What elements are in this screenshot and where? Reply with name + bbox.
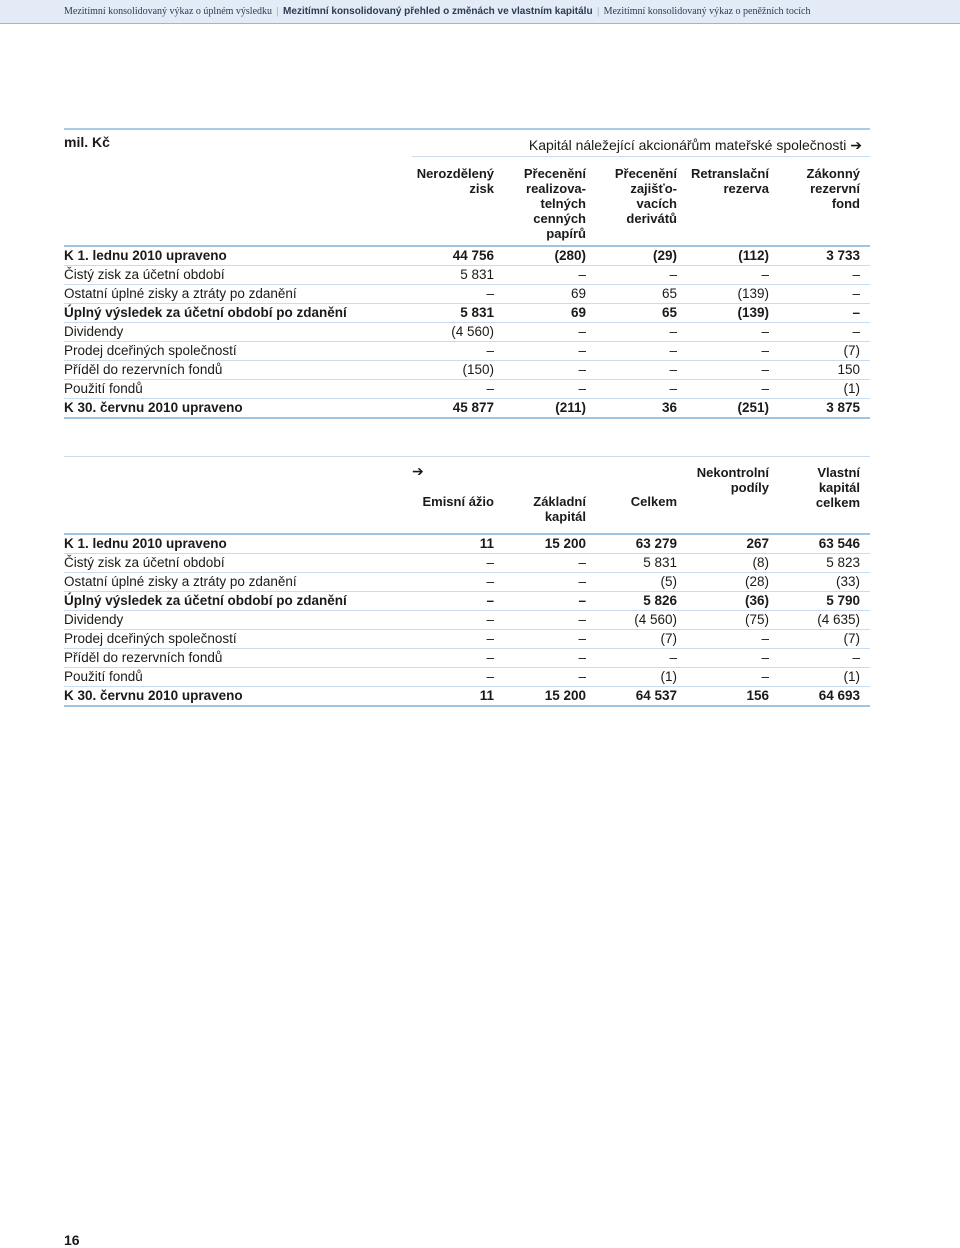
table-cell: – (852, 650, 860, 665)
table-cell: – (578, 555, 586, 570)
table-cell: 44 756 (452, 248, 494, 263)
table-cell: – (761, 381, 769, 396)
row-label: Příděl do rezervních fondů (64, 362, 223, 377)
equity-table-part-1 (64, 128, 870, 418)
column-header: Celkem (630, 494, 677, 509)
table-cell: 3 733 (826, 248, 860, 263)
table-cell: – (852, 324, 860, 339)
table-cell: – (761, 362, 769, 377)
table-row (64, 285, 870, 304)
column-header: Zákonný rezervní fond (806, 166, 860, 211)
table-row (64, 380, 870, 399)
table-cell: (4 635) (817, 612, 860, 627)
table-cell: 15 200 (544, 688, 586, 703)
table-cell: – (761, 267, 769, 282)
table-row (64, 323, 870, 342)
table-cell: (5) (660, 574, 677, 589)
table-cell: (36) (744, 593, 769, 608)
table-cell: (280) (554, 248, 586, 263)
table-cell: – (761, 669, 769, 684)
table-cell: (139) (737, 286, 769, 301)
table-cell: 150 (837, 362, 860, 377)
table-cell: – (761, 631, 769, 646)
table-row (64, 554, 870, 573)
table-row (64, 533, 870, 554)
table-cell: – (486, 612, 494, 627)
row-label: Příděl do rezervních fondů (64, 650, 223, 665)
table-cell: (75) (744, 612, 769, 627)
table-cell: – (852, 267, 860, 282)
row-label: Prodej dceřiných společností (64, 343, 237, 358)
table-cell: 69 (570, 305, 586, 320)
table-cell: 69 (570, 286, 586, 301)
table-row (64, 342, 870, 361)
table-cell: – (486, 593, 494, 608)
table-cell: (112) (738, 248, 769, 263)
table-cell: – (486, 343, 494, 358)
table-cell: (1) (660, 669, 677, 684)
table-cell: 5 823 (826, 555, 860, 570)
arrow-right-icon: ➔ (412, 463, 424, 479)
table-cell: – (669, 381, 677, 396)
table-cell: 5 831 (460, 267, 494, 282)
table-cell: 63 279 (635, 536, 677, 551)
table-row (64, 668, 870, 687)
table-cell: (139) (737, 305, 769, 320)
table-cell: 156 (746, 688, 769, 703)
table-cell: (1) (843, 669, 860, 684)
table-cell: – (486, 286, 494, 301)
table-cell: – (669, 267, 677, 282)
page-number: 16 (64, 1232, 80, 1248)
row-label: Úplný výsledek za účetní období po zdanění (64, 593, 347, 608)
table-cell: 11 (479, 688, 494, 703)
table-cell: 5 790 (826, 593, 860, 608)
row-label: Dividendy (64, 324, 124, 339)
row-label: K 30. červnu 2010 upraveno (64, 400, 243, 415)
row-label: Čistý zisk za účetní období (64, 555, 225, 570)
table-cell: – (578, 343, 586, 358)
header-current-section[interactable]: Mezitímní konsolidovaný přehled o změnách ve vlastním kapitálu (283, 6, 593, 17)
column-header: Nekontrolní podíly (696, 465, 769, 495)
row-label: Čistý zisk za účetní období (64, 267, 225, 282)
group-header-label: Kapitál náležející akcionářům mateřské společnosti (528, 137, 847, 153)
column-header: Nerozdělený zisk (416, 166, 494, 196)
table-cell: (211) (555, 400, 586, 415)
table-cell: – (578, 381, 586, 396)
row-label: Ostatní úplné zisky a ztráty po zdanění (64, 574, 297, 589)
table-cell: – (578, 574, 586, 589)
table-row (64, 592, 870, 611)
table-cell: – (578, 324, 586, 339)
table-cell: – (669, 324, 677, 339)
equity-table-part-2 (64, 456, 870, 706)
row-label: K 1. lednu 2010 upraveno (64, 248, 227, 263)
column-header: Retranslační rezerva (690, 166, 769, 196)
table-cell: 3 875 (826, 400, 860, 415)
table-cell: – (578, 650, 586, 665)
table-cell: 65 (661, 305, 677, 320)
table-row (64, 266, 870, 285)
table-row (64, 399, 870, 419)
table-cell: – (669, 343, 677, 358)
table-cell: – (669, 650, 677, 665)
table-cell: – (578, 612, 586, 627)
group-header (529, 137, 862, 154)
table-cell: (7) (660, 631, 677, 646)
header-link-income-statement[interactable]: Mezitímní konsolidovaný výkaz o úplném výsledku (64, 6, 273, 17)
table-cell: – (669, 362, 677, 377)
table-cell: – (486, 381, 494, 396)
table-cell: 63 546 (818, 536, 860, 551)
table-cell: – (486, 669, 494, 684)
table-cell: – (761, 343, 769, 358)
column-header: Emisní ážio (422, 494, 494, 509)
table-top-rule (64, 456, 870, 457)
column-header: Základní kapitál (533, 494, 586, 524)
table-row (64, 649, 870, 668)
table-cell: – (761, 324, 769, 339)
table-cell: 267 (746, 536, 769, 551)
table-cell: 11 (479, 536, 494, 551)
row-label: Použití fondů (64, 381, 143, 396)
table-cell: (7) (843, 343, 860, 358)
table-cell: (4 560) (634, 612, 677, 627)
header-link-cash-flow[interactable]: Mezitímní konsolidovaný výkaz o peněžních tocích (603, 6, 811, 17)
table-cell: 5 831 (460, 305, 494, 320)
table-cell: 15 200 (544, 536, 586, 551)
table-row (64, 245, 870, 266)
table-cell: (1) (843, 381, 860, 396)
column-header: Přecenění zajišťo- vacích derivátů (614, 166, 677, 226)
table-cell: – (761, 650, 769, 665)
table-cell: – (486, 650, 494, 665)
header-separator: | (276, 6, 279, 17)
row-label: Úplný výsledek za účetní období po zdanění (64, 305, 347, 320)
table-cell: – (578, 267, 586, 282)
group-header-rule (412, 156, 870, 157)
header-separator: | (597, 6, 600, 17)
row-label: Dividendy (64, 612, 124, 627)
unit-label: mil. Kč (64, 134, 110, 150)
row-label: Prodej dceřiných společností (64, 631, 237, 646)
table-body (64, 245, 870, 419)
table-cell: – (852, 305, 860, 320)
table-cell: 64 537 (635, 688, 677, 703)
table-cell: 45 877 (452, 400, 494, 415)
table-cell: 36 (661, 400, 677, 415)
table-cell: (4 560) (451, 324, 494, 339)
table-cell: (8) (752, 555, 769, 570)
table-cell: – (578, 669, 586, 684)
row-label: Použití fondů (64, 669, 143, 684)
table-cell: – (852, 286, 860, 301)
table-row (64, 361, 870, 380)
table-cell: (28) (744, 574, 769, 589)
column-header: Přecenění realizova- telných cenných papírů (523, 166, 586, 241)
table-cell: (251) (737, 400, 769, 415)
document-header-nav (0, 0, 960, 24)
table-cell: (33) (835, 574, 860, 589)
table-row (64, 611, 870, 630)
table-cell: 65 (661, 286, 677, 301)
table-cell: (7) (843, 631, 860, 646)
table-top-rule (64, 128, 870, 130)
table-cell: – (578, 631, 586, 646)
table-cell: 64 693 (818, 688, 860, 703)
table-cell: 5 831 (643, 555, 677, 570)
table-cell: (150) (462, 362, 494, 377)
table-cell: – (486, 555, 494, 570)
row-label: K 30. červnu 2010 upraveno (64, 688, 243, 703)
table-cell: 5 826 (643, 593, 677, 608)
table-cell: – (578, 362, 586, 377)
table-row (64, 573, 870, 592)
row-label: K 1. lednu 2010 upraveno (64, 536, 227, 551)
table-row (64, 687, 870, 707)
arrow-right-icon: ➔ (850, 137, 862, 153)
table-row (64, 630, 870, 649)
column-header: Vlastní kapitál celkem (815, 465, 860, 510)
row-label: Ostatní úplné zisky a ztráty po zdanění (64, 286, 297, 301)
table-row (64, 304, 870, 323)
table-body (64, 533, 870, 707)
table-cell: – (486, 574, 494, 589)
table-cell: – (578, 593, 586, 608)
table-cell: (29) (652, 248, 677, 263)
table-cell: – (486, 631, 494, 646)
